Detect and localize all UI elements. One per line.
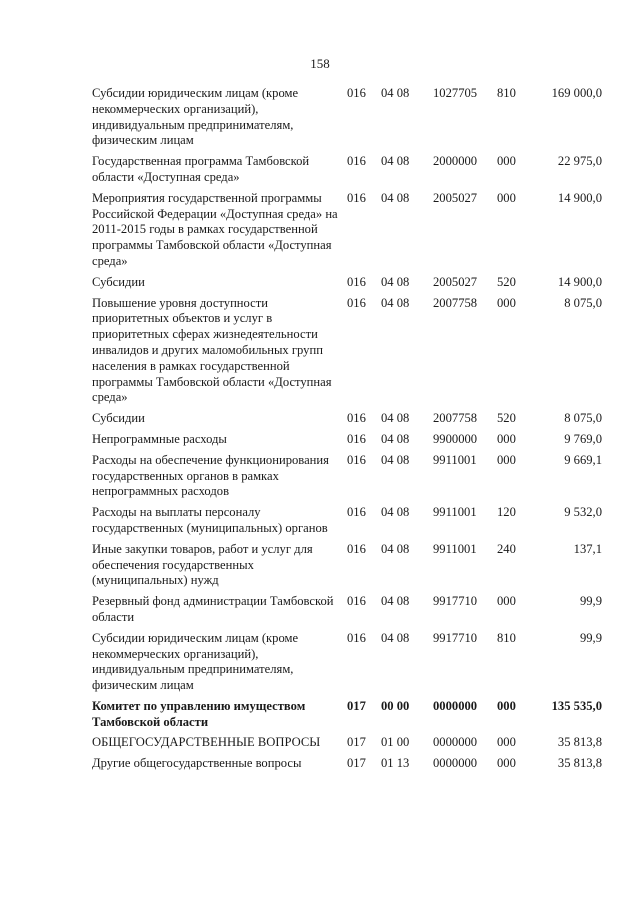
target-article-code: 0000000 xyxy=(433,698,478,713)
amount: 14 900,0 xyxy=(557,274,602,289)
grbs-code: 016 xyxy=(347,86,366,100)
expense-name: Комитет по управлению имуществом Тамбовской области xyxy=(92,698,306,729)
section-code: 01 13 xyxy=(381,756,410,771)
table-row xyxy=(92,699,602,736)
grbs-code: 016 xyxy=(347,630,366,645)
expense-name: Мероприятия государственной программы Российской Федерации «Доступная среда» на 2011-2015 годы в рамках государственной программы Тамбовской области «Доступная среда» xyxy=(92,190,338,268)
expense-type-code: 000 xyxy=(497,452,516,467)
expense-name: Расходы на выплаты персоналу государственных (муниципальных) органов xyxy=(92,505,328,535)
target-article-code: 9911001 xyxy=(433,505,477,520)
expense-type-code: 000 xyxy=(497,295,516,310)
section-code: 04 08 xyxy=(381,86,410,100)
target-article-code: 9900000 xyxy=(433,431,478,446)
expense-type-code: 810 xyxy=(497,630,516,645)
section-code: 04 08 xyxy=(381,274,410,289)
amount: 35 813,8 xyxy=(557,756,602,771)
target-article-code: 1027705 xyxy=(433,86,478,100)
expense-type-code: 000 xyxy=(497,154,516,169)
section-code: 04 08 xyxy=(381,594,410,609)
table-row xyxy=(92,154,602,191)
amount: 9 769,0 xyxy=(564,431,602,446)
expense-name: Другие общегосударственные вопросы xyxy=(92,756,302,771)
expense-type-code: 810 xyxy=(497,86,516,100)
table-row xyxy=(92,191,602,275)
table-row xyxy=(92,505,602,542)
expense-name: Субсидии юридическим лицам (кроме некоммерческих организаций), индивидуальным предпринимателям, физическим лицам xyxy=(92,630,299,693)
amount: 99,9 xyxy=(579,594,602,609)
grbs-code: 016 xyxy=(347,190,366,205)
amount: 8 075,0 xyxy=(564,295,602,310)
section-code: 04 08 xyxy=(381,295,410,310)
amount: 35 813,8 xyxy=(557,735,602,750)
amount: 137,1 xyxy=(573,541,602,556)
table-row xyxy=(92,275,602,296)
grbs-code: 016 xyxy=(347,541,366,556)
table-row xyxy=(92,432,602,453)
expense-type-code: 520 xyxy=(497,411,516,426)
table-row xyxy=(92,542,602,594)
target-article-code: 9917710 xyxy=(433,630,478,645)
target-article-code: 9911001 xyxy=(433,541,477,556)
section-code: 04 08 xyxy=(381,452,410,467)
expense-type-code: 000 xyxy=(497,698,516,713)
target-article-code: 9917710 xyxy=(433,594,478,609)
target-article-code: 2000000 xyxy=(433,154,478,169)
amount: 22 975,0 xyxy=(557,154,602,169)
amount: 169 000,0 xyxy=(551,86,602,100)
section-code: 01 00 xyxy=(381,735,410,750)
expense-name: Государственная программа Тамбовской области «Доступная среда» xyxy=(92,154,310,184)
target-article-code: 2007758 xyxy=(433,411,478,426)
target-article-code: 2005027 xyxy=(433,190,478,205)
amount: 9 532,0 xyxy=(564,505,602,520)
target-article-code: 2005027 xyxy=(433,274,478,289)
expense-name: Расходы на обеспечение функционирования государственных органов в рамках непрограммных расходов xyxy=(92,452,329,499)
grbs-code: 016 xyxy=(347,452,366,467)
grbs-code: 017 xyxy=(347,756,366,771)
expense-name: Повышение уровня доступности приоритетных объектов и услуг в приоритетных сферах жизнедеятельности инвалидов и других маломобильных групп населения в рамках государственной программы Тамбовской области «Доступная среда» xyxy=(92,295,332,405)
section-code: 04 08 xyxy=(381,154,410,169)
budget-table xyxy=(92,86,602,777)
expense-type-code: 000 xyxy=(497,190,516,205)
expense-name: Иные закупки товаров, работ и услуг для обеспечения государственных (муниципальных) нужд xyxy=(92,541,313,588)
expense-type-code: 120 xyxy=(497,505,516,520)
grbs-code: 016 xyxy=(347,431,366,446)
amount: 8 075,0 xyxy=(564,411,602,426)
expense-type-code: 000 xyxy=(497,735,516,750)
grbs-code: 016 xyxy=(347,274,366,289)
table-row xyxy=(92,86,602,154)
grbs-code: 016 xyxy=(347,411,366,426)
grbs-code: 017 xyxy=(347,698,366,713)
page-number: 158 xyxy=(310,56,330,71)
target-article-code: 0000000 xyxy=(433,735,478,750)
amount: 99,9 xyxy=(579,630,602,645)
expense-type-code: 000 xyxy=(497,431,516,446)
grbs-code: 017 xyxy=(347,735,366,750)
expense-name: Резервный фонд администрации Тамбовской области xyxy=(92,594,334,624)
table-row xyxy=(92,453,602,505)
grbs-code: 016 xyxy=(347,154,366,169)
expense-type-code: 520 xyxy=(497,274,516,289)
table-row xyxy=(92,631,602,699)
section-code: 04 08 xyxy=(381,190,410,205)
table-row xyxy=(92,735,602,756)
expense-name: Субсидии юридическим лицам (кроме некоммерческих организаций), индивидуальным предпринимателям, физическим лицам xyxy=(92,86,299,148)
budget-table-body xyxy=(92,86,602,777)
table-row xyxy=(92,594,602,631)
target-article-code: 9911001 xyxy=(433,452,477,467)
section-code: 04 08 xyxy=(381,630,410,645)
target-article-code: 2007758 xyxy=(433,295,478,310)
section-code: 04 08 xyxy=(381,431,410,446)
amount: 14 900,0 xyxy=(557,190,602,205)
grbs-code: 016 xyxy=(347,505,366,520)
expense-type-code: 000 xyxy=(497,756,516,771)
target-article-code: 0000000 xyxy=(433,756,478,771)
grbs-code: 016 xyxy=(347,295,366,310)
table-row xyxy=(92,411,602,432)
amount: 9 669,1 xyxy=(564,452,602,467)
section-code: 04 08 xyxy=(381,541,410,556)
grbs-code: 016 xyxy=(347,594,366,609)
section-code: 04 08 xyxy=(381,505,410,520)
section-code: 04 08 xyxy=(381,411,410,426)
expense-type-code: 000 xyxy=(497,594,516,609)
expense-type-code: 240 xyxy=(497,541,516,556)
expense-name: ОБЩЕГОСУДАРСТВЕННЫЕ ВОПРОСЫ xyxy=(92,735,321,750)
expense-name: Субсидии xyxy=(92,274,145,289)
expense-name: Субсидии xyxy=(92,411,145,426)
amount: 135 535,0 xyxy=(551,698,602,713)
table-row xyxy=(92,756,602,777)
section-code: 00 00 xyxy=(381,698,410,713)
expense-name: Непрограммные расходы xyxy=(92,431,227,446)
table-row xyxy=(92,296,602,412)
